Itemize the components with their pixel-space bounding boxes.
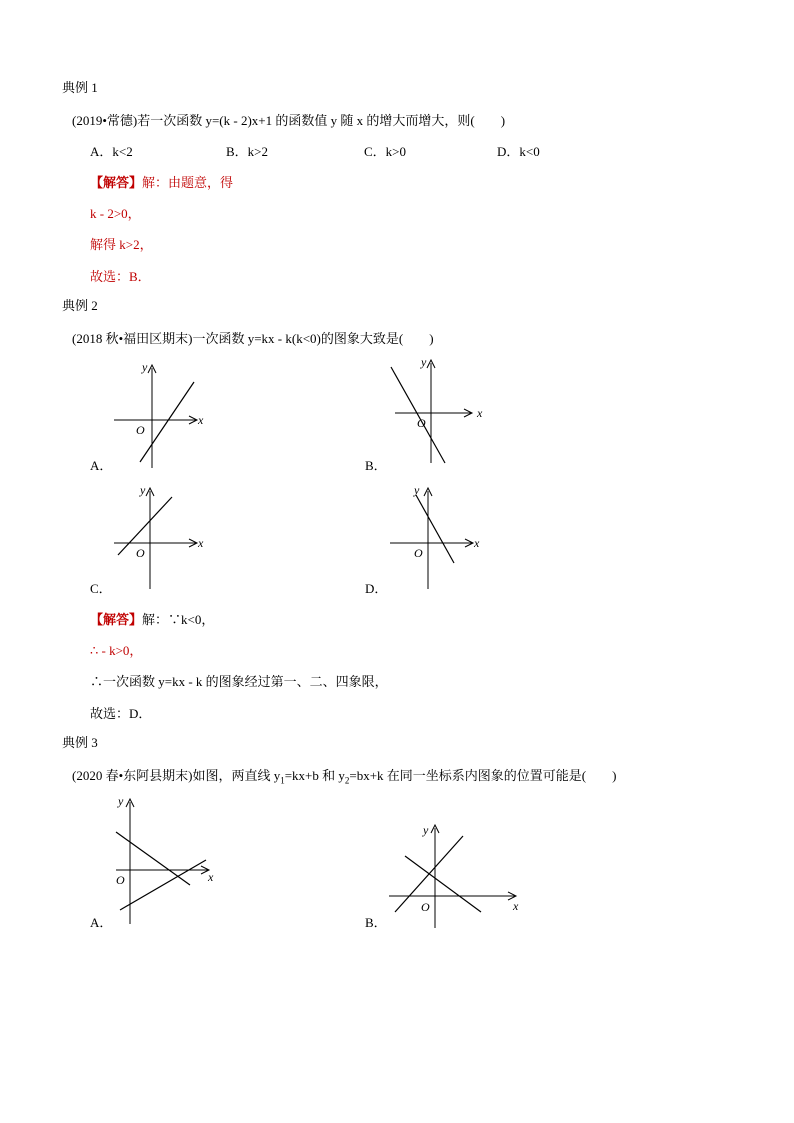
y-axis-label: y bbox=[142, 360, 148, 374]
answer-text: 解：由题意，得 bbox=[142, 175, 234, 190]
y-axis-label: y bbox=[414, 483, 420, 497]
origin-label: O bbox=[414, 546, 423, 560]
answer-1-line-2: k - 2>0， bbox=[90, 206, 141, 221]
graph-a bbox=[110, 360, 220, 470]
option-b-label: B． bbox=[365, 458, 387, 473]
answer-1-line-4: 故选：B． bbox=[90, 269, 151, 284]
answer-2-line-2: ∴ - k>0， bbox=[90, 643, 143, 658]
option-3a-label: A． bbox=[90, 915, 113, 930]
example-3-title: 典例 3 bbox=[62, 735, 98, 750]
x-axis-label: x bbox=[477, 406, 483, 420]
answer-2-line-1 bbox=[90, 611, 214, 629]
x-axis-label: x bbox=[474, 536, 480, 550]
y-axis-label: y bbox=[140, 483, 146, 497]
answer-2-line-4: 故选：D． bbox=[90, 706, 152, 721]
graph-3b bbox=[385, 820, 525, 930]
option-c: C．k>0 bbox=[364, 144, 407, 159]
x-axis-label: x bbox=[513, 899, 519, 913]
y-axis-label: y bbox=[118, 794, 124, 808]
answer-2-line-3: ∴一次函数 y=kx - k 的图象经过第一、二、四象限， bbox=[90, 674, 388, 689]
answer-1-line-1 bbox=[90, 174, 233, 192]
graph-d bbox=[388, 483, 498, 593]
origin-label: O bbox=[421, 900, 430, 914]
graph-c bbox=[110, 483, 220, 593]
origin-label: O bbox=[116, 873, 125, 887]
option-a: A．k<2 bbox=[90, 144, 133, 159]
option-d-label: D． bbox=[365, 581, 388, 596]
y-axis-label: y bbox=[421, 355, 427, 369]
x-axis-label: x bbox=[198, 536, 204, 550]
answer-text: 解：∵k<0， bbox=[142, 612, 215, 627]
question-part-3: =bx+k 在同一坐标系内图象的位置可能是( ) bbox=[349, 768, 617, 783]
origin-label: O bbox=[136, 423, 145, 437]
question-part-2: =kx+b 和 y bbox=[284, 768, 345, 783]
question-part-1: (2020 春•东阿县期末)如图，两直线 y bbox=[72, 768, 281, 783]
example-2-title: 典例 2 bbox=[62, 298, 98, 313]
graph-3a bbox=[110, 792, 225, 927]
y-axis-label: y bbox=[423, 823, 429, 837]
option-c-label: C． bbox=[90, 581, 112, 596]
graph-b bbox=[385, 355, 495, 465]
example-1-title: 典例 1 bbox=[62, 80, 98, 95]
origin-label: O bbox=[136, 546, 145, 560]
subscript-2: 2 bbox=[344, 775, 350, 786]
x-axis-label: x bbox=[208, 870, 214, 884]
option-b: B．k>2 bbox=[226, 144, 269, 159]
option-3b-label: B． bbox=[365, 915, 387, 930]
answer-1-line-3: 解得 k>2， bbox=[90, 237, 153, 252]
origin-label: O bbox=[417, 416, 426, 430]
example-2-question: (2018 秋•福田区期末)一次函数 y=kx - k(k<0)的图象大致是( ) bbox=[72, 331, 434, 346]
example-3-question bbox=[72, 767, 616, 790]
option-a-label: A． bbox=[90, 458, 113, 473]
option-d: D．k<0 bbox=[497, 144, 540, 159]
answer-tag: 【解答】 bbox=[90, 175, 143, 190]
answer-tag: 【解答】 bbox=[90, 612, 143, 627]
example-1-question: (2019•常德)若一次函数 y=(k - 2)x+1 的函数值 y 随 x 的增大而增大，则( ) bbox=[72, 113, 506, 128]
x-axis-label: x bbox=[198, 413, 204, 427]
subscript-1: 1 bbox=[280, 775, 285, 786]
